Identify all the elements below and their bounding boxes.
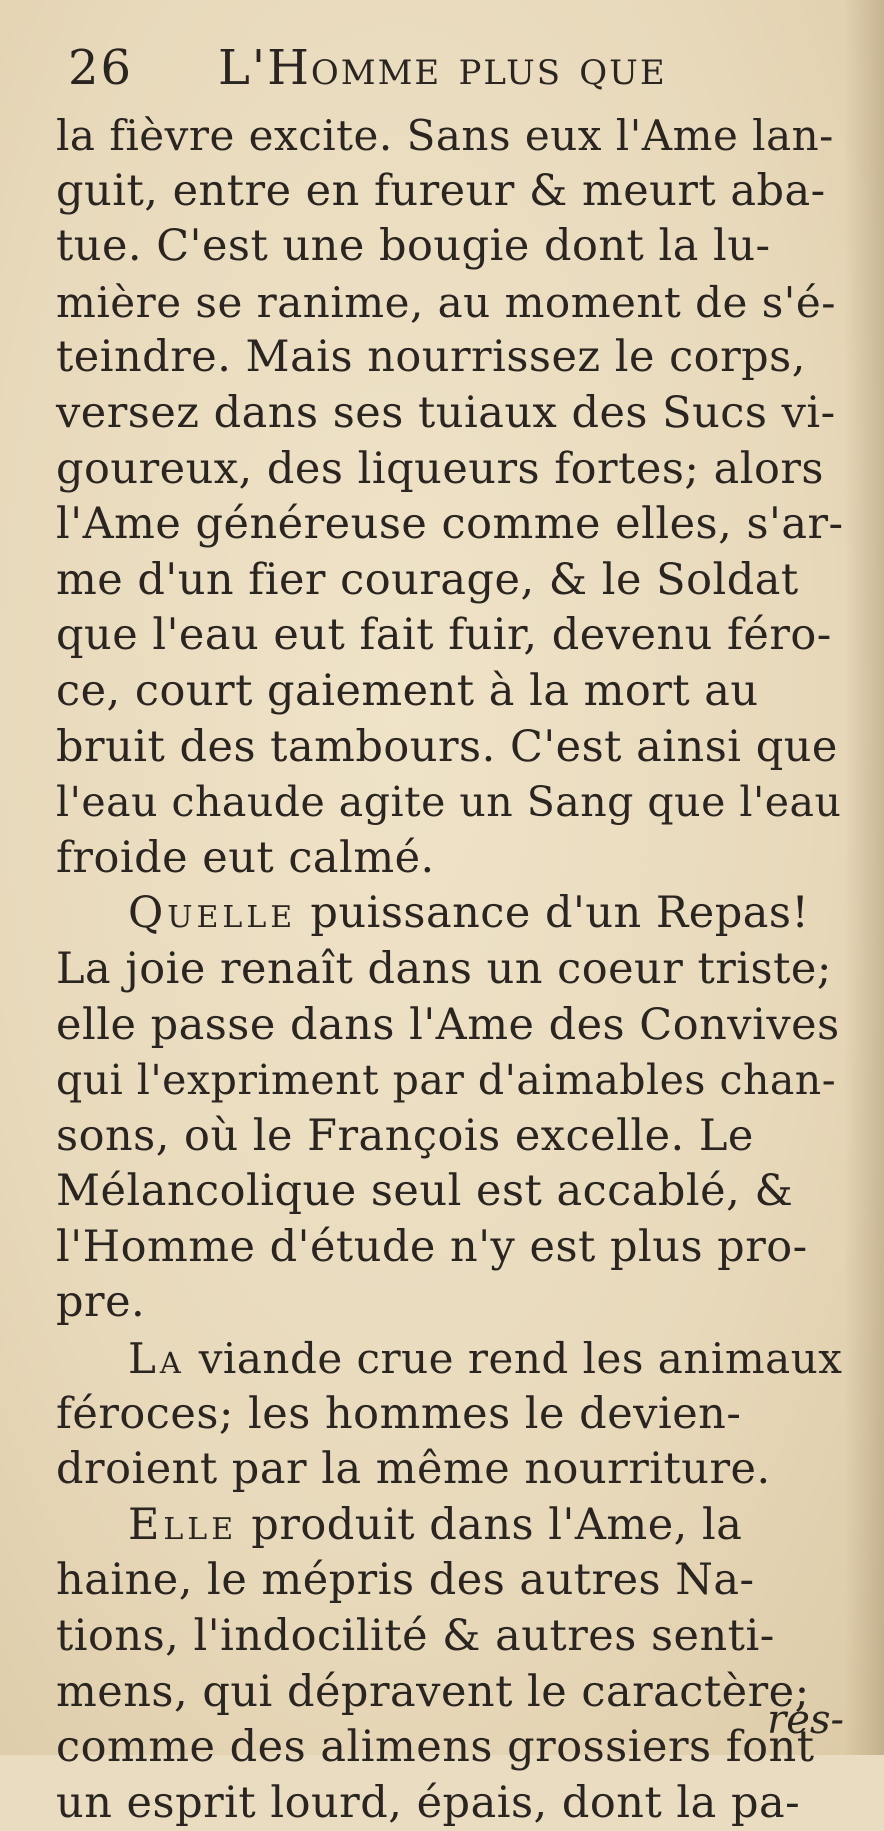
paragraph-first-line <box>56 1331 846 1387</box>
paragraph-lead-word: La <box>128 1334 185 1384</box>
text-line: sons, où le François excelle. Le <box>56 1110 754 1161</box>
catchword: res- <box>767 1697 844 1743</box>
text-line: pre. <box>56 1277 146 1328</box>
text-line: goureux, des liqueurs fortes; alors <box>56 443 824 494</box>
paragraph-lead-word: Quelle <box>128 888 297 939</box>
text-line: elle passe dans l'Ame des Convives <box>56 999 840 1050</box>
text-span: puissance d'un Repas! <box>296 888 810 939</box>
text-line: me d'un fier courage, & le Soldat <box>56 554 799 605</box>
paragraph-first-line <box>56 886 846 942</box>
page-edge-shadow <box>844 0 884 1755</box>
text-line: La joie renaît dans un coeur triste; <box>56 943 832 994</box>
text-line: comme des alimens grossiers font <box>56 1722 815 1773</box>
text-line: Mélancolique seul est accablé, & <box>56 1166 794 1217</box>
text-line: versez dans ses tuiaux des Sucs vi- <box>56 387 836 438</box>
text-line: mens, qui dépravent le caractère; <box>56 1666 810 1717</box>
page-number: 26 <box>68 40 134 96</box>
text-line: droient par la même nourriture. <box>56 1444 771 1495</box>
page-header <box>68 40 824 110</box>
text-line: tue. C'est une bougie dont la lu- <box>56 221 771 272</box>
text-line: guit, entre en fureur & meurt aba- <box>56 165 826 216</box>
text-span: produit dans l'Ame, la <box>237 1499 743 1550</box>
text-line: qui l'expriment par d'aimables chan- <box>56 1056 837 1105</box>
text-line: l'Ame généreuse comme elles, s'ar- <box>56 499 844 550</box>
text-line: tions, l'indocilité & autres senti- <box>56 1611 775 1662</box>
text-line: l'Homme d'étude n'y est plus pro- <box>56 1221 808 1272</box>
text-line: féroces; les hommes le devien- <box>56 1388 742 1439</box>
body-text <box>56 108 846 1831</box>
text-line: haine, le mépris des autres Na- <box>56 1555 755 1606</box>
running-title: L'Homme plus que <box>218 40 667 96</box>
text-line: bruit des tambours. C'est ainsi que <box>56 721 838 772</box>
text-line: ce, court gaiement à la mort au <box>56 665 759 716</box>
text-line: froide eut calmé. <box>56 832 435 883</box>
text-line: teindre. Mais nourrissez le corps, <box>56 332 806 383</box>
text-line: la fièvre excite. Sans eux l'Ame lan- <box>56 111 834 160</box>
text-span: viande crue rend les animaux <box>184 1334 843 1384</box>
paragraph-first-line <box>56 1498 846 1554</box>
text-line: un esprit lourd, épais, dont la pa- <box>56 1777 801 1828</box>
text-line: mière se ranime, au moment de s'é- <box>56 277 836 327</box>
text-line: l'eau chaude agite un Sang que l'eau <box>56 778 842 827</box>
paragraph-lead-word: Elle <box>128 1499 238 1550</box>
text-line: que l'eau eut fait fuir, devenu féro- <box>56 610 832 661</box>
